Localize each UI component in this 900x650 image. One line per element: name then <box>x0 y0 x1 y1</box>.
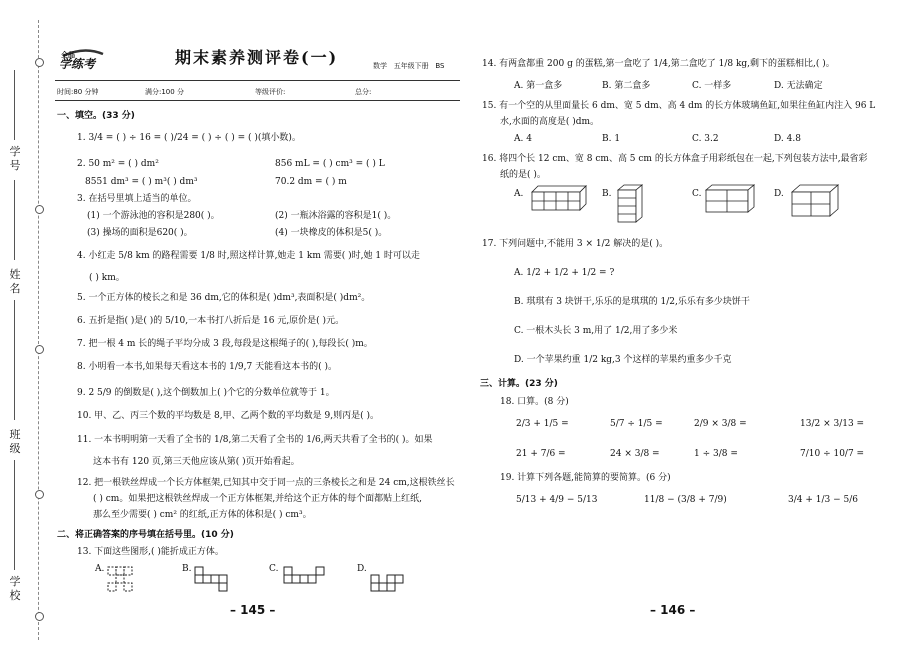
total-score-label: 总分: <box>355 88 372 96</box>
binding-hole <box>35 612 44 621</box>
binding-hole <box>35 345 44 354</box>
section-calculation: 三、计算。(23 分) <box>480 379 558 389</box>
option-c: C. 3.2 <box>692 134 719 144</box>
question-9: 9. 2 5/9 的倒数是( ),这个倒数加上( )个它的分数单位就等于 1。 <box>77 388 335 398</box>
blank-line <box>14 70 15 140</box>
simplify-item: 11/8 − (3/8 + 7/9) <box>644 495 727 505</box>
oral-calc-item: 24 × 3/8 = <box>610 449 660 459</box>
oral-calc-item: 13/2 × 3/13 = <box>800 419 865 429</box>
question-6: 6. 五折是指( )是( )的 5/10,一本书打八折后是 16 元,原价是( )元。 <box>77 316 345 326</box>
question-3-2: (2) 一瓶沐浴露的容积是1( )。 <box>275 211 397 221</box>
subject-info <box>373 60 445 72</box>
binding-hole <box>35 490 44 499</box>
question-2a: 2. 50 m² = ( ) dm² <box>77 159 159 169</box>
blank-line <box>14 180 15 260</box>
cube-net-a <box>107 566 143 602</box>
option-label: C. <box>269 564 279 574</box>
question-3: 3. 在括号里填上适当的单位。 <box>77 194 197 204</box>
binding-hole <box>35 58 44 67</box>
question-4-cont: ( ) km。 <box>89 273 125 283</box>
option-label: D. <box>774 189 784 199</box>
oral-calc-item: 7/10 ÷ 10/7 = <box>800 449 865 459</box>
option-label: B. <box>602 189 612 199</box>
question-17: 17. 下列问题中,不能用 3 × 1/2 解决的是( )。 <box>482 239 669 249</box>
page-number-left: – 145 – <box>230 603 276 617</box>
option-b: B. 第二盒多 <box>602 81 651 91</box>
question-14: 14. 有两盒都重 200 g 的蛋糕,第一盒吃了 1/4,第二盒吃了 1/8 kg,剩下的蛋糕相比,( )。 <box>482 59 835 69</box>
question-19: 19. 计算下列各题,能简算的要简算。(6 分) <box>500 473 671 483</box>
question-11-cont: 这本书有 120 页,第三天他应该从第( )页开始看起。 <box>93 457 300 467</box>
question-2b: 856 mL = ( ) cm³ = ( ) L <box>275 159 385 169</box>
oral-calc-item: 1 ÷ 3/8 = <box>694 449 738 459</box>
box-stack-c <box>704 184 756 216</box>
option-d: D. 4.8 <box>774 134 801 144</box>
oral-calc-item: 5/7 ÷ 1/5 = <box>610 419 663 429</box>
header-rule <box>55 80 460 81</box>
option-label: A. <box>95 564 105 574</box>
left-page <box>55 0 460 650</box>
option-c: C. 一根木头长 3 m,用了 1/2,用了多少米 <box>514 326 678 336</box>
option-a: A. 1/2 + 1/2 + 1/2 = ? <box>514 268 615 278</box>
question-16: 16. 将四个长 12 cm、宽 8 cm、高 5 cm 的长方体盒子用彩纸包在一起,下列包装方法中,最省彩 <box>482 154 868 164</box>
subject: 数学 <box>373 62 387 70</box>
option-d: D. 一个苹果约重 1/2 kg,3 个这样的苹果约重多少千克 <box>514 355 732 365</box>
question-15: 15. 有一个空的从里面量长 6 dm、宽 5 dm、高 4 dm 的长方体玻璃鱼缸,如果往鱼缸内注入 96 L <box>482 101 876 111</box>
box-stack-b <box>616 184 646 224</box>
student-id-label: 学 号 <box>9 145 21 172</box>
question-3-4: (4) 一块橡皮的体积是5( )。 <box>275 228 388 238</box>
option-c: C. 一样多 <box>692 81 732 91</box>
oral-calc-item: 2/3 + 1/5 = <box>516 419 569 429</box>
box-stack-a <box>528 184 588 214</box>
name-label: 姓 名 <box>9 268 21 295</box>
class-label: 班 级 <box>9 428 21 455</box>
page-number-right: – 146 – <box>650 603 696 617</box>
oral-calc-item: 21 + 7/6 = <box>516 449 566 459</box>
option-label: C. <box>692 189 702 199</box>
question-1: 1. 3/4 = ( ) ÷ 16 = ( )/24 = ( ) ÷ ( ) = ( )(填小数)。 <box>77 133 301 143</box>
question-3-3: (3) 操场的面积是620( )。 <box>87 228 193 238</box>
option-label: A. <box>514 189 524 199</box>
question-10: 10. 甲、乙、丙三个数的平均数是 8,甲、乙两个数的平均数是 9,则丙是( )。 <box>77 411 379 421</box>
option-d: D. 无法确定 <box>774 81 823 91</box>
oral-calc-item: 2/9 × 3/8 = <box>694 419 747 429</box>
cut-line <box>38 20 39 640</box>
cube-net-b <box>194 566 240 598</box>
question-7: 7. 把一根 4 m 长的绳子平均分成 3 段,每段是这根绳子的( ),每段长( )m。 <box>77 339 373 349</box>
grade: 五年级下册 <box>393 62 429 70</box>
school-label: 学 校 <box>9 575 21 602</box>
rating-label: 等级评价: <box>255 88 286 96</box>
page-title: 期末素养测评卷(一) <box>175 48 339 67</box>
logo-main-text: 学练考 <box>59 57 96 71</box>
option-a: A. 第一盒多 <box>514 81 563 91</box>
question-8: 8. 小明看一本书,如果每天看这本书的 1/9,7 天能看这本书的( )。 <box>77 362 337 372</box>
question-2d: 70.2 dm = ( ) m <box>275 177 347 187</box>
question-11: 11. 一本书明明第一天看了全书的 1/8,第二天看了全书的 1/6,两天共看了全书的( )。如果 <box>77 435 433 445</box>
exam-time: 时间:80 分钟 <box>57 88 99 96</box>
question-2c: 8551 dm³ = ( ) m³( ) dm³ <box>85 177 198 187</box>
right-page <box>482 0 892 650</box>
option-label: D. <box>357 564 367 574</box>
question-4: 4. 小红走 5/8 km 的路程需要 1/8 时,照这样计算,她走 1 km 需要( )时,她 1 时可以走 <box>77 251 420 261</box>
blank-line <box>14 300 15 420</box>
simplify-item: 3/4 + 1/3 − 5/6 <box>788 495 858 505</box>
header-rule <box>55 100 460 101</box>
cube-net-d <box>370 566 416 598</box>
question-5: 5. 一个正方体的棱长之和是 36 dm,它的体积是( )dm³,表面积是( )dm²。 <box>77 293 371 303</box>
full-score: 满分:100 分 <box>145 88 184 96</box>
question-3-1: (1) 一个游泳池的容积是280( )。 <box>87 211 220 221</box>
section-multiple-choice: 二、将正确答案的序号填在括号里。(10 分) <box>57 530 234 540</box>
publisher-logo <box>59 48 105 74</box>
blank-line <box>14 460 15 570</box>
question-12: 12. 把一根铁丝焊成一个长方体框架,已知其中交于同一点的三条棱长之和是 24 cm,这根铁丝长 <box>77 478 455 488</box>
cube-net-c <box>283 566 333 596</box>
option-b: B. 琪琪有 3 块饼干,乐乐的是琪琪的 1/2,乐乐有多少块饼干 <box>514 297 750 307</box>
question-16-cont: 纸的是( )。 <box>500 170 546 180</box>
option-b: B. 1 <box>602 134 621 144</box>
section-fill-blank: 一、填空。(33 分) <box>57 111 135 121</box>
question-12-cont: ( ) cm。如果把这根铁丝焊成一个正方体框架,并给这个正方体的每个面都贴上红纸, <box>93 494 423 504</box>
question-13: 13. 下面这些图形,( )能折成正方体。 <box>77 547 224 557</box>
question-15-cont: 水,水面的高度是( )dm。 <box>500 117 600 127</box>
simplify-item: 5/13 + 4/9 − 5/13 <box>516 495 598 505</box>
binding-hole <box>35 205 44 214</box>
box-stack-d <box>786 184 842 220</box>
option-label: B. <box>182 564 192 574</box>
option-a: A. 4 <box>514 134 532 144</box>
question-12-cont2: 那么至少需要( ) cm² 的红纸,正方体的体积是( ) cm³。 <box>93 510 312 520</box>
edition: BS <box>435 62 445 70</box>
logo-top-text: 全品 <box>61 51 75 59</box>
question-18: 18. 口算。(8 分) <box>500 397 569 407</box>
binding-margin <box>0 0 52 650</box>
